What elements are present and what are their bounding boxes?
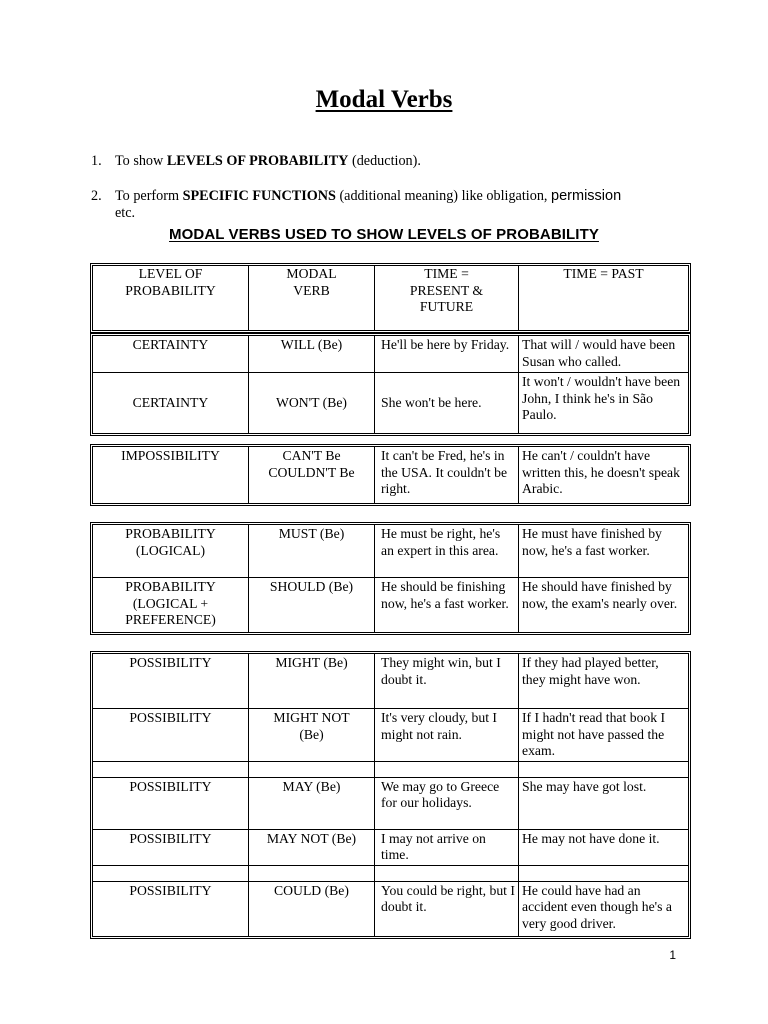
past-cell (519, 866, 688, 882)
level-cell: POSSIBILITY (93, 882, 249, 936)
present-cell (375, 866, 519, 882)
modal-cell: MIGHT NOT (Be) (249, 709, 375, 762)
level-cell (93, 762, 249, 778)
intro-item-1 (91, 153, 701, 170)
modal-cell: MUST (Be) (249, 525, 375, 578)
past-cell: He could have had an accident even though he's a very good driver. (522, 882, 672, 931)
table-row (93, 373, 688, 433)
present-cell: I may not arrive on time. (375, 830, 519, 866)
table-row (93, 525, 688, 578)
past-cell: He may not have done it. (519, 830, 688, 866)
present-cell (375, 762, 519, 778)
intro-item-2 (91, 188, 701, 222)
table-row (93, 709, 688, 762)
modal-cell: WON'T (Be) (249, 373, 375, 433)
level-cell: IMPOSSIBILITY (93, 447, 249, 503)
past-cell: That will / would have been Susan who called. (519, 336, 688, 373)
header-level: LEVEL OF PROBABILITY (93, 266, 249, 330)
list-text: To perform SPECIFIC FUNCTIONS (additional meaning) like obligation, permission etc. (115, 188, 622, 221)
present-cell: He must be right, he's an expert in this area. (375, 525, 519, 578)
past-cell: She may have got lost. (519, 778, 688, 830)
section-heading: MODAL VERBS USED TO SHOW LEVELS OF PROBABILITY (169, 226, 599, 243)
table-row (93, 830, 688, 866)
present-cell: We may go to Greece for our holidays. (375, 778, 519, 830)
past-cell: He can't / couldn't have written this, he doesn't speak Arabic. (522, 448, 680, 496)
table-row (93, 882, 688, 936)
modal-cell: CAN'T Be COULDN'T Be (249, 447, 375, 503)
past-cell: He must have finished by now, he's a fast worker. (519, 525, 688, 578)
group-impossibility (90, 444, 691, 506)
present-cell: He'll be here by Friday. (375, 336, 519, 373)
level-cell: POSSIBILITY (93, 830, 249, 866)
header-table (90, 263, 691, 333)
present-cell: It can't be Fred, he's in the USA. It couldn't be right. (375, 447, 519, 503)
past-cell: He should have finished by now, the exam's nearly over. (522, 579, 678, 611)
list-number: 1. (91, 153, 102, 169)
level-cell: PROBABILITY (LOGICAL + PREFERENCE) (93, 578, 249, 632)
modal-cell (249, 866, 375, 882)
header-past: TIME = PAST (563, 266, 644, 281)
level-cell: POSSIBILITY (93, 709, 249, 762)
past-cell: If they had played better, they might have won. (519, 654, 688, 709)
present-cell: You could be right, but I doubt it. (375, 882, 519, 936)
table-row (93, 578, 688, 632)
table-row-spacer (93, 762, 688, 778)
page-title: Modal Verbs (315, 86, 453, 113)
modal-cell: MAY NOT (Be) (249, 830, 375, 866)
present-cell: It's very cloudy, but I might not rain. (375, 709, 519, 762)
past-cell: It won't / wouldn't have been John, I think he's in São Paulo. (522, 374, 681, 422)
list-number: 2. (91, 188, 102, 204)
level-cell: CERTAINTY (93, 373, 249, 433)
table-row (93, 654, 688, 709)
present-cell: She won't be here. (375, 373, 519, 433)
header-modal: MODAL VERB (249, 266, 375, 330)
modal-cell: SHOULD (Be) (249, 578, 375, 632)
table-row (93, 447, 688, 503)
modal-cell: WILL (Be) (249, 336, 375, 373)
modal-cell: COULD (Be) (249, 882, 375, 936)
list-text: To show LEVELS OF PROBABILITY (deduction). (115, 153, 421, 169)
modal-cell: MIGHT (Be) (249, 654, 375, 709)
past-cell: If I hadn't read that book I might not have passed the exam. (519, 709, 688, 762)
table-row-spacer (93, 866, 688, 882)
level-cell (93, 866, 249, 882)
table-row (93, 778, 688, 830)
level-cell: CERTAINTY (93, 336, 249, 373)
present-cell: They might win, but I doubt it. (375, 654, 519, 709)
modal-cell (249, 762, 375, 778)
header-row (93, 266, 688, 330)
level-cell: PROBABILITY (LOGICAL) (93, 525, 249, 578)
past-cell (519, 762, 688, 778)
modal-cell: MAY (Be) (249, 778, 375, 830)
intro-list (91, 153, 701, 222)
group-probability (90, 522, 691, 635)
group-possibility (90, 651, 691, 939)
page-number: 1 (669, 948, 676, 962)
level-cell: POSSIBILITY (93, 778, 249, 830)
group-certainty (90, 333, 691, 436)
table-row (93, 336, 688, 373)
present-cell: He should be finishing now, he's a fast worker. (375, 578, 519, 632)
header-present: TIME = PRESENT & FUTURE (375, 266, 519, 330)
level-cell: POSSIBILITY (93, 654, 249, 709)
